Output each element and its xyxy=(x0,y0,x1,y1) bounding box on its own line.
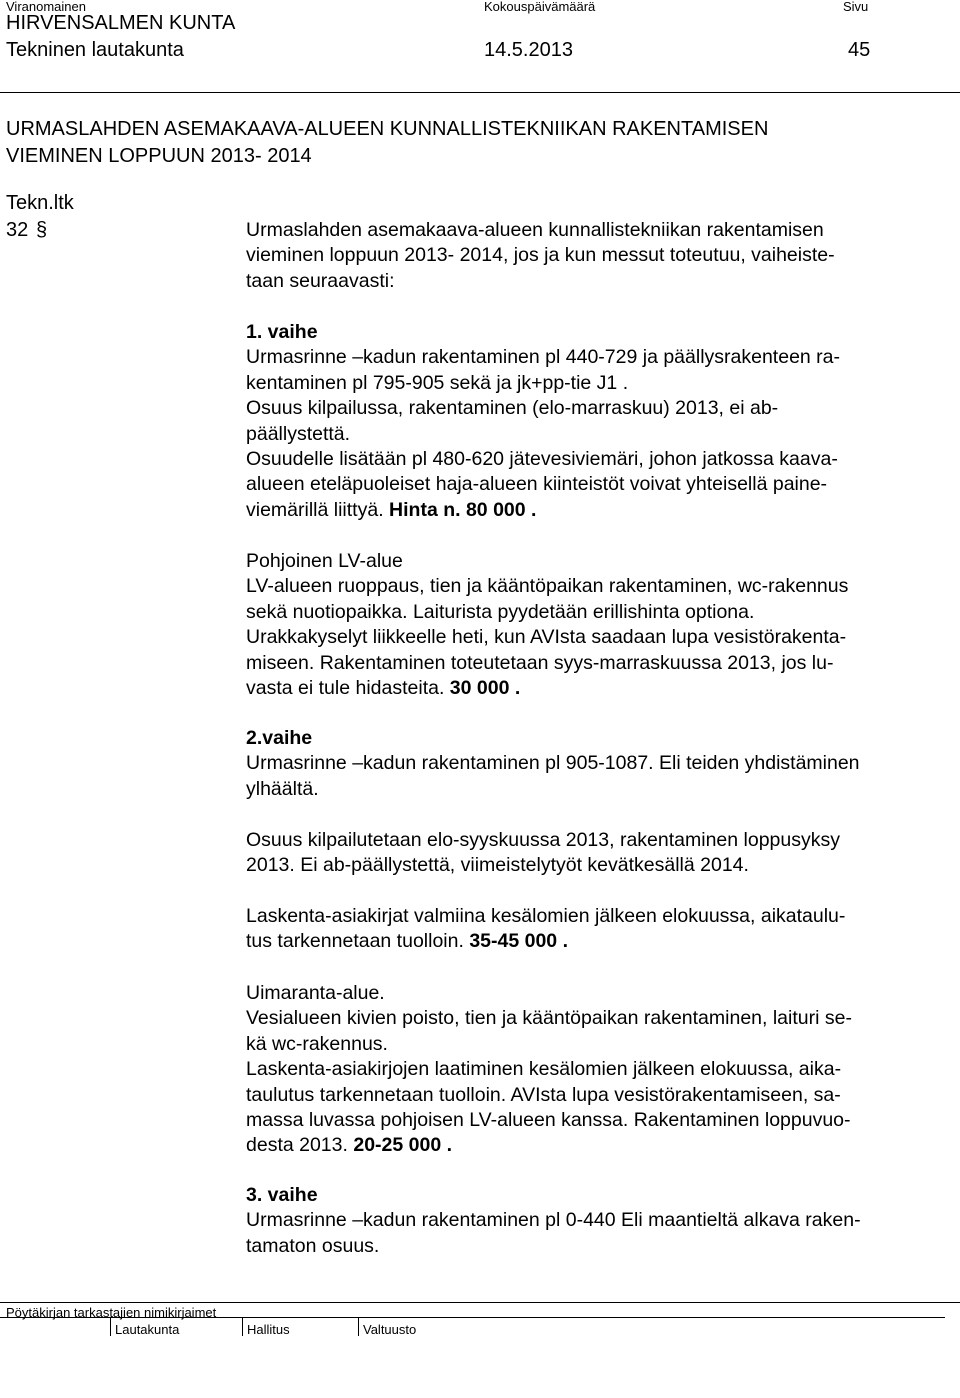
north-line: LV-alueen ruoppaus, tien ja kääntöpaikan rakentaminen, wc-rakennus xyxy=(246,575,849,598)
phase2-line: Laskenta-asiakirjat valmiina kesälomien jälkeen elokuussa, aikataulu- xyxy=(246,905,846,927)
phase3-line: tamaton osuus. xyxy=(246,1234,380,1257)
beach-line: kä wc-rakennus. xyxy=(246,1032,388,1055)
beach-last-line: desta 2013. 20-25 000 . xyxy=(246,1134,453,1157)
page-label: Sivu xyxy=(843,0,869,14)
footer-sign-line xyxy=(0,1303,945,1318)
phase2-docs xyxy=(246,904,845,955)
intro-line: vieminen loppuun 2013- 2014, jos ja kun messut toteutuu, vaiheiste- xyxy=(246,244,835,267)
footer-col-council: Valtuusto xyxy=(363,1322,417,1337)
phase1-section xyxy=(246,320,840,523)
section-abbr: Tekn.ltk xyxy=(6,192,74,214)
footer-col-divider xyxy=(110,1318,111,1336)
phase2-line: 2013. Ei ab-päällystettä, viimeistelytyöt kevätkesällä 2014. xyxy=(246,854,749,877)
page-number: 45 xyxy=(848,39,871,61)
phase3-heading: 3. vaihe xyxy=(246,1184,318,1206)
north-price: 30 000 . xyxy=(449,677,521,700)
north-line: miseen. Rakentaminen toteutetaan syys-marraskuussa 2013, jos lu- xyxy=(246,651,834,674)
intro-line: Urmaslahden asemakaava-alueen kunnallistekniikan rakentamisen xyxy=(246,219,824,241)
intro-line: taan seuraavasti: xyxy=(246,269,395,292)
title-line-1: URMASLAHDEN ASEMAKAAVA-ALUEEN KUNNALLISTEKNIIKAN RAKENTAMISEN xyxy=(6,118,769,140)
beach-line: massa luvassa pohjoisen LV-alueen kanssa. Rakentaminen loppuvuo- xyxy=(246,1109,851,1132)
footer-col-board: Lautakunta xyxy=(115,1322,180,1337)
phase2-section xyxy=(246,726,860,802)
phase2-line: ylhäältä. xyxy=(246,777,319,800)
beach-line: Uimaranta-alue. xyxy=(246,982,385,1004)
north-line: Pohjoinen LV-alue xyxy=(246,550,403,572)
phase1-line: kentaminen pl 795-905 sekä ja jk+pp-tie J1 . xyxy=(246,371,629,394)
phase2-line: Urmasrinne –kadun rakentaminen pl 905-1087. Eli teiden yhdistäminen xyxy=(246,752,860,775)
phase3-section xyxy=(246,1183,861,1259)
phase2-line: Osuus kilpailutetaan elo-syyskuussa 2013, rakentaminen loppusyksy xyxy=(246,829,840,851)
footer-caption: Pöytäkirjan tarkastajien nimikirjaimet xyxy=(6,1305,217,1320)
north-line: Urakkakyselyt liikkeelle heti, kun AVIsta saadaan lupa vesistörakenta- xyxy=(246,626,847,649)
phase3-line: Urmasrinne –kadun rakentaminen pl 0-440 Eli maantieltä alkava raken- xyxy=(246,1209,861,1232)
phase1-line: Urmasrinne –kadun rakentaminen pl 440-729 ja päällysrakenteen ra- xyxy=(246,346,841,369)
phase1-line: päällystettä. xyxy=(246,422,351,445)
phase1-price: Hinta n. 80 000 . xyxy=(389,498,537,521)
header-divider xyxy=(0,92,960,93)
phase2-tender xyxy=(246,828,840,879)
phase1-line: alueen eteläpuoleiset haja-alueen kiinteistöt voivat yhteisellä paine- xyxy=(246,473,828,496)
org-name: HIRVENSALMEN KUNTA xyxy=(6,12,236,34)
beach-section xyxy=(246,981,852,1159)
phase1-heading: 1. vaihe xyxy=(246,321,318,343)
section-number: 32 xyxy=(6,219,29,241)
holder-label: Viranomainen xyxy=(6,0,86,14)
beach-price: 20-25 000 . xyxy=(353,1134,453,1157)
phase1-last-line: viemärillä liittyä. Hinta n. 80 000 . xyxy=(246,498,537,521)
phase2-last-line: tus tarkennetaan tuolloin. 35-45 000 . xyxy=(246,930,568,953)
north-last-line: vasta ei tule hidasteita. 30 000 . xyxy=(246,677,521,700)
beach-line: Laskenta-asiakirjojen laatiminen kesälomien jälkeen elokuussa, aika- xyxy=(246,1058,842,1081)
phase2-heading: 2.vaihe xyxy=(246,727,313,749)
section-sign: § xyxy=(36,219,48,241)
footer-col-divider xyxy=(358,1318,359,1336)
intro-paragraph xyxy=(246,218,835,294)
beach-line: taulutus tarkennetaan tuolloin. AVIsta lupa vesistörakentamiseen, sa- xyxy=(246,1083,841,1106)
footer-col-divider xyxy=(242,1318,243,1336)
board-name: Tekninen lautakunta xyxy=(6,39,184,61)
phase1-line: Osuudelle lisätään pl 480-620 jätevesiviemäri, johon jatkossa kaava- xyxy=(246,448,838,471)
beach-line: Vesialueen kivien poisto, tien ja kääntöpaikan rakentaminen, laituri se- xyxy=(246,1007,852,1030)
north-line: sekä nuotiopaikka. Laiturista pyydetään erillishinta optiona. xyxy=(246,600,755,623)
title-line-2: VIEMINEN LOPPUUN 2013- 2014 xyxy=(6,145,312,167)
north-section xyxy=(246,549,848,701)
footer-col-government: Hallitus xyxy=(247,1322,290,1337)
date-label: Kokouspäivämäärä xyxy=(484,0,596,14)
phase2-price: 35-45 000 . xyxy=(469,930,568,953)
phase1-line: Osuus kilpailussa, rakentaminen (elo-marraskuu) 2013, ei ab- xyxy=(246,397,779,420)
meeting-date: 14.5.2013 xyxy=(484,39,573,61)
